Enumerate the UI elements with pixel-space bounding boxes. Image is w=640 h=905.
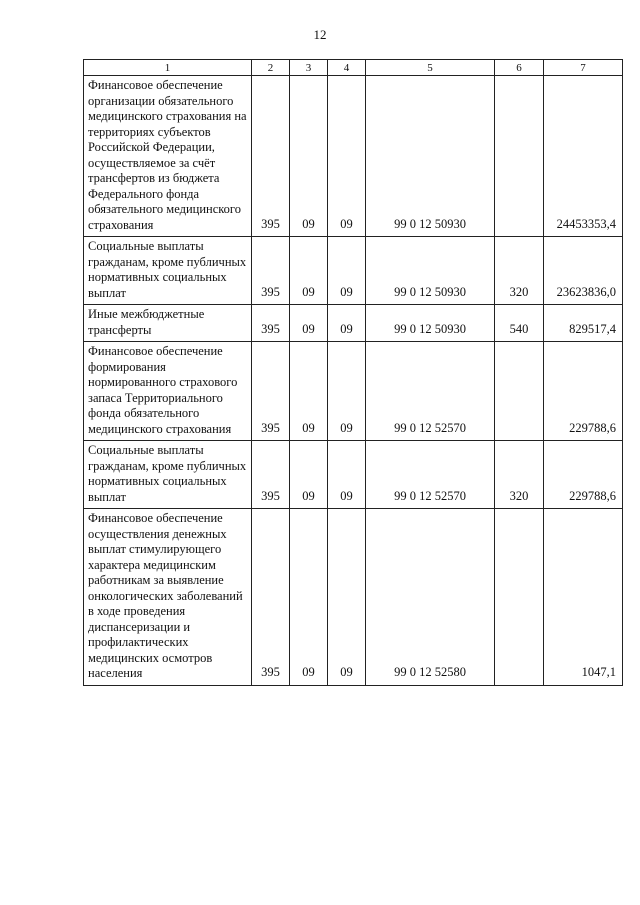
pr-code-cell: 09 <box>328 76 366 237</box>
item-name-cell: Иные межбюджетные трансферты <box>84 305 252 342</box>
item-name-cell: Социальные выплаты гражданам, кроме публичных нормативных социальных выплат <box>84 237 252 305</box>
table-row <box>84 305 623 342</box>
amount-cell: 1047,1 <box>544 509 623 686</box>
rz-code-cell: 09 <box>290 76 328 237</box>
amount-cell: 229788,6 <box>544 441 623 509</box>
vr-code-cell <box>495 342 544 441</box>
gr-code-cell: 395 <box>252 509 290 686</box>
amount-cell: 24453353,4 <box>544 76 623 237</box>
vr-code-cell <box>495 76 544 237</box>
table-row <box>84 237 623 305</box>
item-name-cell: Социальные выплаты гражданам, кроме публичных нормативных социальных выплат <box>84 441 252 509</box>
vr-code-cell: 540 <box>495 305 544 342</box>
column-number-cell: 5 <box>366 60 495 76</box>
item-name-cell: Финансовое обеспечение формирования нормированного страхового запаса Территориального фонда обязательного медицинского страхования <box>84 342 252 441</box>
table-header-row <box>84 60 623 76</box>
column-number-cell: 2 <box>252 60 290 76</box>
amount-cell: 229788,6 <box>544 342 623 441</box>
csr-code-cell: 99 0 12 52580 <box>366 509 495 686</box>
page-number: 12 <box>313 27 327 42</box>
column-number-cell: 4 <box>328 60 366 76</box>
amount-cell: 829517,4 <box>544 305 623 342</box>
csr-code-cell: 99 0 12 52570 <box>366 441 495 509</box>
pr-code-cell: 09 <box>328 509 366 686</box>
rz-code-cell: 09 <box>290 342 328 441</box>
gr-code-cell: 395 <box>252 76 290 237</box>
rz-code-cell: 09 <box>290 305 328 342</box>
csr-code-cell: 99 0 12 50930 <box>366 76 495 237</box>
table-row <box>84 76 623 237</box>
vr-code-cell <box>495 509 544 686</box>
gr-code-cell: 395 <box>252 342 290 441</box>
column-number-cell: 6 <box>495 60 544 76</box>
pr-code-cell: 09 <box>328 342 366 441</box>
table-row <box>84 441 623 509</box>
pr-code-cell: 09 <box>328 305 366 342</box>
pr-code-cell: 09 <box>328 441 366 509</box>
amount-cell: 23623836,0 <box>544 237 623 305</box>
table-row <box>84 342 623 441</box>
csr-code-cell: 99 0 12 50930 <box>366 305 495 342</box>
item-name-cell: Финансовое обеспечение осуществления денежных выплат стимулирующего характера медицинским работникам за выявление онкологических заболеваний в ходе проведения диспансеризации и профилактических медицинских осмотров населения <box>84 509 252 686</box>
csr-code-cell: 99 0 12 50930 <box>366 237 495 305</box>
gr-code-cell: 395 <box>252 237 290 305</box>
rz-code-cell: 09 <box>290 237 328 305</box>
rz-code-cell: 09 <box>290 441 328 509</box>
column-number-cell: 1 <box>84 60 252 76</box>
csr-code-cell: 99 0 12 52570 <box>366 342 495 441</box>
pr-code-cell: 09 <box>328 237 366 305</box>
item-name-cell: Финансовое обеспечение организации обязательного медицинского страхования на территориях субъектов Российской Федерации, осуществляемое за счёт трансфертов из бюджета Федерального фонда обязательного медицинского страхования <box>84 76 252 237</box>
vr-code-cell: 320 <box>495 441 544 509</box>
gr-code-cell: 395 <box>252 441 290 509</box>
column-number-cell: 7 <box>544 60 623 76</box>
table-row <box>84 509 623 686</box>
budget-table <box>83 59 623 686</box>
rz-code-cell: 09 <box>290 509 328 686</box>
vr-code-cell: 320 <box>495 237 544 305</box>
column-number-cell: 3 <box>290 60 328 76</box>
gr-code-cell: 395 <box>252 305 290 342</box>
